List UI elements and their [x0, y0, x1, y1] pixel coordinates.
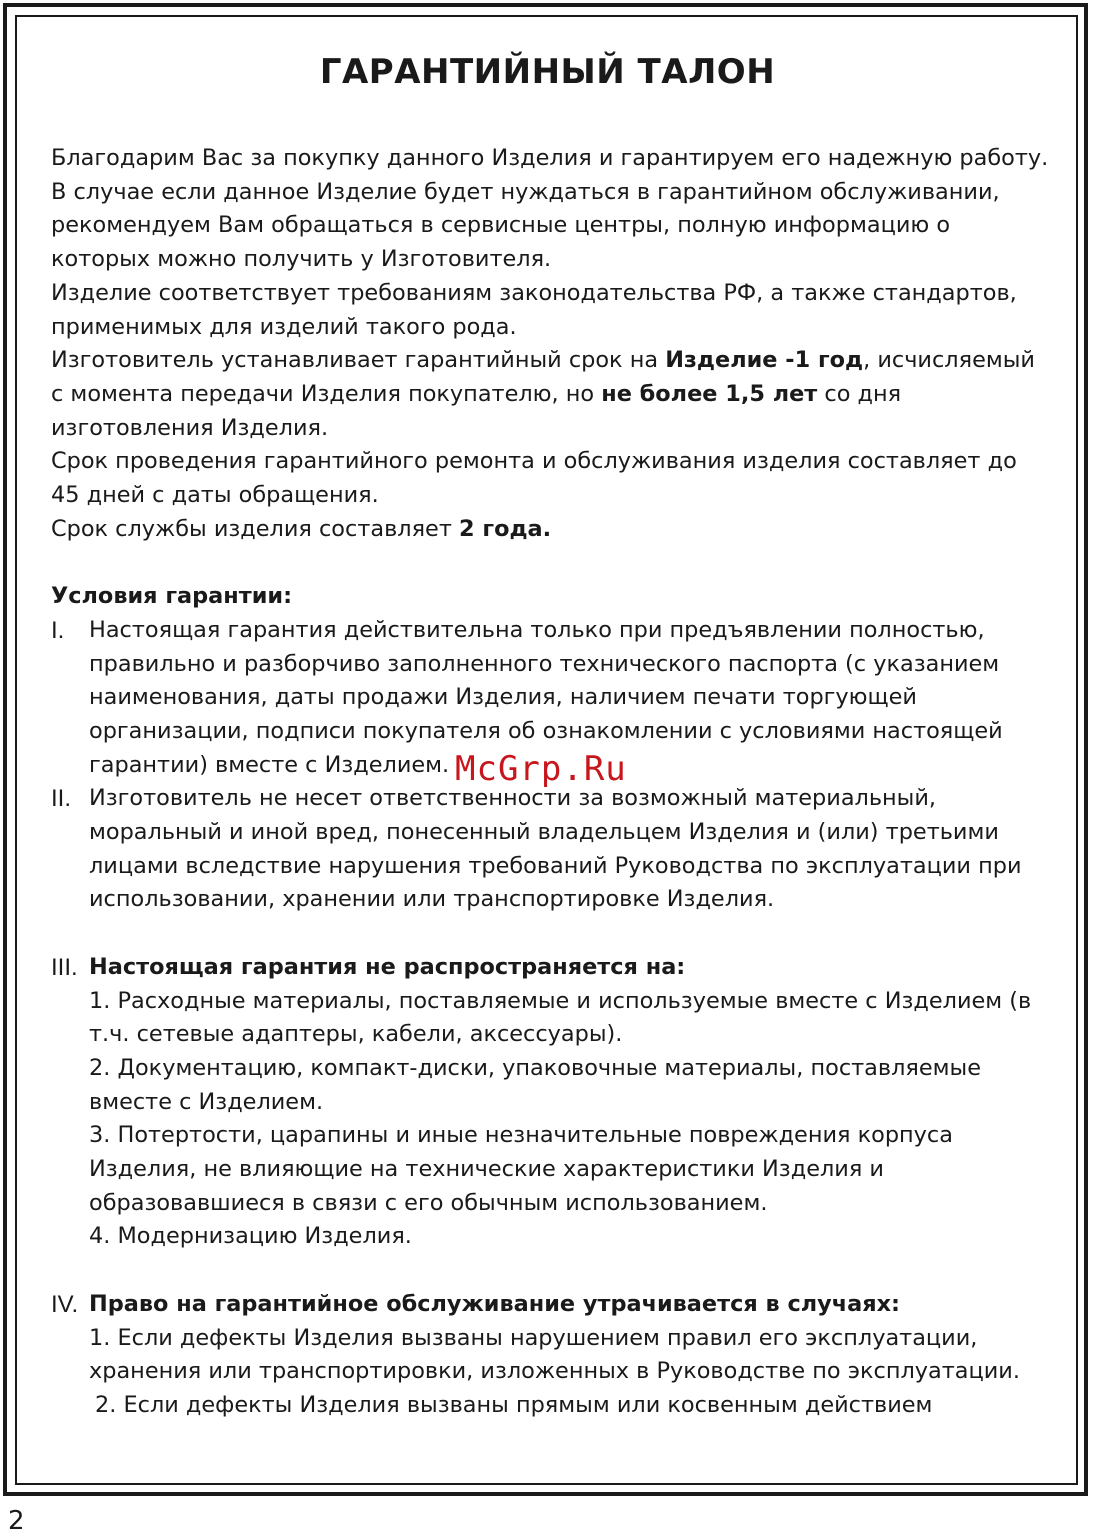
intro-paragraph-thanks: Благодарим Вас за покупку данного Изделия и гарантируем его надежную работу. В случае если данное Изделие будет нуждаться в гарантийном обслуживании, рекомендуем Вам обращаться в сервисные центры, полную информацию о которых можно получить у Изготовителя. — [51, 145, 1049, 273]
section-iv-item-2: 2. Если дефекты Изделия вызваны прямым или косвенным действием — [95, 1391, 933, 1418]
section-iii-item-3: 3. Потертости, царапины и иные незначительные повреждения корпуса Изделия, не влияющие на технические характеристики Изделия и образовавшиеся в связи с его обычным использованием. — [89, 1122, 953, 1216]
section-iii-heading — [89, 951, 1051, 985]
warranty-term-text-2: , исчисляемый с момента передачи Изделия покупателю, но — [51, 347, 1035, 407]
page-number: 2 — [8, 1506, 25, 1536]
intro-paragraph-compliance: Изделие соответствует требованиям законодательства РФ, а также стандартов, применимых для изделий такого рода. — [51, 279, 1017, 340]
section-iii-item-1: 1. Расходные материалы, поставляемые и используемые вместе с Изделием (в т.ч. сетевые адаптеры, кабели, аксессуары). — [89, 987, 1032, 1048]
spacer — [51, 917, 1051, 951]
section-iii-item-2: 2. Документацию, компакт-диски, упаковочные материалы, поставляемые вместе с Изделием. — [89, 1054, 981, 1115]
conditions-heading — [51, 580, 1051, 614]
warranty-term-limit: не более 1,5 лет — [601, 380, 818, 407]
section-iii — [51, 951, 1051, 1254]
service-life-value: 2 года. — [459, 515, 552, 542]
section-ii — [51, 782, 1051, 917]
section-iii-heading-text: Настоящая гарантия не распространяется на: — [89, 953, 686, 980]
spacer — [51, 1254, 1051, 1288]
intro-paragraph-repair-time: Срок проведения гарантийного ремонта и обслуживания изделия составляет до 45 дней с даты обращения. — [51, 448, 1017, 509]
spacer — [51, 546, 1051, 580]
watermark: McGrp.Ru — [455, 749, 627, 789]
section-ii-numeral: II. — [51, 785, 72, 813]
section-iv-heading — [89, 1288, 1051, 1322]
section-ii-text: Изготовитель не несет ответственности за возможный материальный, моральный и иной вред, понесенный владельцем Изделия и (или) третьими лицами вследствие нарушения требований Руководства по эксплуатации при использовании, хранении или транспортировке Изделия. — [89, 785, 1022, 913]
intro-paragraph-warranty-term — [51, 344, 1051, 445]
conditions-heading-text: Условия гарантии: — [51, 583, 293, 610]
section-iv-heading-text: Право на гарантийное обслуживание утрачивается в случаях: — [89, 1290, 901, 1317]
warranty-term-text-3: со дня изготовления Изделия. — [51, 380, 902, 441]
section-iv — [51, 1288, 1051, 1423]
page-title: ГАРАНТИЙНЫЙ ТАЛОН — [319, 52, 776, 92]
section-i-text: Настоящая гарантия действительна только при предъявлении полностью, правильно и разборчиво заполненного технического паспорта (с указанием наименования, даты продажи Изделия, наличием печати торгующей организации, подписи покупателя об ознакомлении с условиями настоящей гарантии) вместе с Изделием. — [89, 616, 1003, 778]
section-iv-numeral: IV. — [51, 1290, 79, 1318]
service-life-text: Срок службы изделия составляет — [51, 515, 459, 542]
warranty-term-period: Изделие -1 год — [665, 347, 864, 374]
section-iii-item-4: 4. Модернизацию Изделия. — [89, 1223, 412, 1250]
warranty-term-text-1: Изготовитель устанавливает гарантийный срок на — [51, 347, 666, 374]
section-i-numeral: I. — [51, 616, 65, 644]
section-iii-numeral: III. — [51, 953, 78, 981]
intro-paragraph-service-life — [51, 513, 1051, 547]
section-iv-item-1: 1. Если дефекты Изделия вызваны нарушением правил его эксплуатации, хранения или транспортировки, изложенных в Руководстве по эксплуатации. — [89, 1324, 1020, 1385]
